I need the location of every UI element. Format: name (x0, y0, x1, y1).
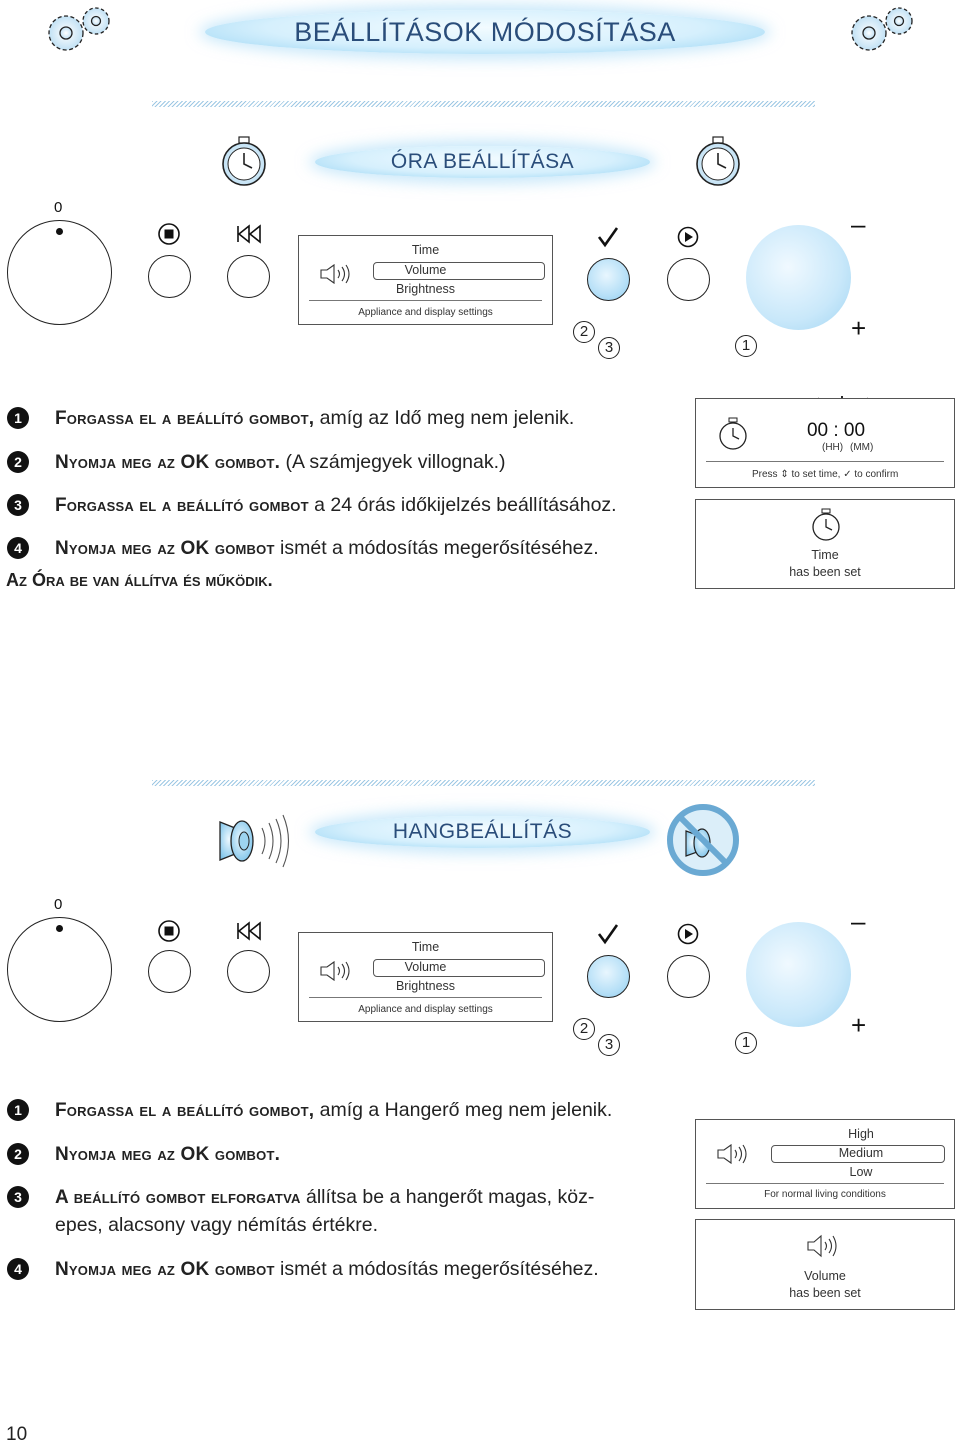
divider (152, 780, 815, 786)
confirm-line1: Volume (804, 1269, 846, 1283)
stop-button[interactable] (148, 255, 191, 298)
confirm-line1: Time (811, 548, 839, 562)
stop-icon (157, 919, 181, 943)
rewind-button[interactable] (227, 255, 270, 298)
volume-footer: For normal living conditions (764, 1189, 886, 1200)
selector-knob[interactable] (7, 220, 112, 325)
step-emphasis: Forgassa el a beállító gombot, (55, 1100, 315, 1121)
speaker-icon (806, 1234, 840, 1258)
step-number: 1 (7, 407, 29, 429)
step-rest: ismét a módosítás megerősítéséhez. (274, 1258, 599, 1280)
step-text (55, 491, 617, 520)
rewind-icon (235, 224, 263, 244)
step-text (55, 404, 574, 433)
callout-1: 1 (735, 335, 757, 357)
speaker-icon (319, 263, 353, 285)
final-note: Az Óra be van állítva és működik. (6, 570, 273, 590)
time-set-screen (695, 499, 955, 589)
plus-label: + (851, 313, 867, 343)
step-text (55, 1096, 612, 1125)
step-text (55, 1183, 594, 1212)
selector-knob[interactable] (7, 917, 112, 1022)
time-readout: 00 : 00 (806, 420, 866, 441)
callout-2: 2 (573, 321, 595, 343)
ok-button[interactable] (587, 955, 630, 998)
gear-icon (40, 3, 120, 58)
knob-zero-label: 0 (54, 896, 63, 913)
display-divider (706, 1183, 944, 1184)
step-text-continued: epes, alacsony vagy némítás értékre. (55, 1214, 378, 1236)
step-rest: ismét a módosítás megerősítéséhez. (274, 537, 599, 559)
step-rest: állítsa be a hangerőt magas, köz- (300, 1186, 595, 1208)
knob-zero-label: 0 (54, 199, 63, 216)
stop-button[interactable] (148, 950, 191, 993)
display-footer: Appliance and display settings (358, 307, 493, 318)
clock-set-screen (695, 398, 955, 488)
page-title: BEÁLLÍTÁSOK MÓDOSÍTÁSA (205, 10, 765, 54)
step-text (55, 1140, 280, 1169)
step-emphasis: A beállító gombot elforgatva (55, 1187, 301, 1208)
callout-3: 3 (598, 337, 620, 359)
volume-low: Low (849, 1165, 873, 1179)
volume-set-screen (695, 1219, 955, 1310)
minus-label: – (851, 906, 866, 936)
step-number: 4 (7, 537, 29, 559)
speaker-muted-icon (666, 803, 740, 877)
display-divider (309, 997, 542, 998)
display-screen (298, 235, 553, 325)
step-text (55, 534, 599, 563)
hint-text (752, 469, 898, 480)
minus-label: – (851, 209, 866, 239)
play-button[interactable] (667, 258, 710, 301)
section-title-clock: ÓRA BEÁLLÍTÁSA (315, 146, 650, 178)
step-number: 1 (7, 1099, 29, 1121)
checkmark-icon (596, 922, 620, 946)
menu-item-time: Time (411, 243, 440, 257)
callout-1: 1 (735, 1032, 757, 1054)
menu-item-time: Time (411, 940, 440, 954)
step-text (55, 1255, 599, 1284)
menu-item-brightness: Brightness (395, 282, 456, 296)
page-number: 10 (6, 1424, 28, 1445)
gear-icon (843, 3, 923, 58)
step-emphasis: Nyomja meg az OK gombot (55, 1259, 275, 1280)
step-rest: a 24 órás időkijelzés beállításához. (308, 494, 617, 516)
rewind-icon (235, 921, 263, 941)
volume-high: High (848, 1127, 874, 1141)
rewind-button[interactable] (227, 950, 270, 993)
stop-icon (157, 222, 181, 246)
menu-item-brightness: Brightness (395, 979, 456, 993)
step-number: 4 (7, 1258, 29, 1280)
ok-button[interactable] (587, 258, 630, 301)
knob-indicator (56, 228, 63, 235)
menu-item-volume: Volume (404, 263, 447, 277)
confirm-line2: has been set (789, 1286, 861, 1300)
confirm-line2: has been set (789, 565, 861, 579)
clock-icon (692, 136, 744, 188)
speaker-icon (319, 960, 353, 982)
checkmark-icon: ✓ (843, 469, 852, 480)
hint-confirm: to confirm (854, 469, 899, 480)
callout-3: 3 (598, 1034, 620, 1056)
display-footer: Appliance and display settings (358, 1004, 493, 1015)
divider (152, 101, 815, 107)
clock-icon (809, 508, 843, 542)
play-button[interactable] (667, 955, 710, 998)
adjust-knob[interactable] (746, 225, 851, 330)
rotate-icon: ⇕ (780, 469, 789, 480)
display-screen (298, 932, 553, 1022)
step-emphasis: Forgassa el a beállító gombot (55, 495, 309, 516)
volume-screen (695, 1119, 955, 1209)
hours-label: (HH) (822, 442, 844, 453)
hint-press: Press (752, 469, 778, 480)
step-number: 2 (7, 1143, 29, 1165)
clock-icon (218, 136, 270, 188)
step-emphasis: Nyomja meg az OK gombot. (55, 452, 281, 473)
step-emphasis: Nyomja meg az OK gombot. (55, 1144, 281, 1165)
step-number: 2 (7, 451, 29, 473)
knob-indicator (56, 925, 63, 932)
step-rest: amíg az Idő meg nem jelenik. (314, 407, 575, 429)
section-title-sound: HANGBEÁLLÍTÁS (315, 816, 650, 848)
step-emphasis: Forgassa el a beállító gombot, (55, 408, 315, 429)
hint-set: to set time, (791, 469, 841, 480)
step-text (55, 448, 506, 477)
checkmark-icon (596, 225, 620, 249)
speaker-icon (216, 810, 296, 870)
step-rest: amíg a Hangerő meg nem jelenik. (314, 1099, 613, 1121)
step-emphasis: Nyomja meg az OK gombot (55, 538, 275, 559)
display-divider (706, 461, 944, 462)
adjust-knob[interactable] (746, 922, 851, 1027)
clock-icon (716, 417, 750, 451)
menu-item-volume: Volume (404, 960, 447, 974)
minutes-label: (MM) (850, 442, 874, 453)
step-rest: (A számjegyek villognak.) (280, 451, 506, 473)
callout-2: 2 (573, 1018, 595, 1040)
step-number: 3 (7, 1186, 29, 1208)
play-icon (677, 226, 699, 248)
plus-label: + (851, 1010, 867, 1040)
volume-medium: Medium (838, 1146, 884, 1160)
step-number: 3 (7, 494, 29, 516)
speaker-icon (716, 1143, 750, 1165)
display-divider (309, 300, 542, 301)
play-icon (677, 923, 699, 945)
